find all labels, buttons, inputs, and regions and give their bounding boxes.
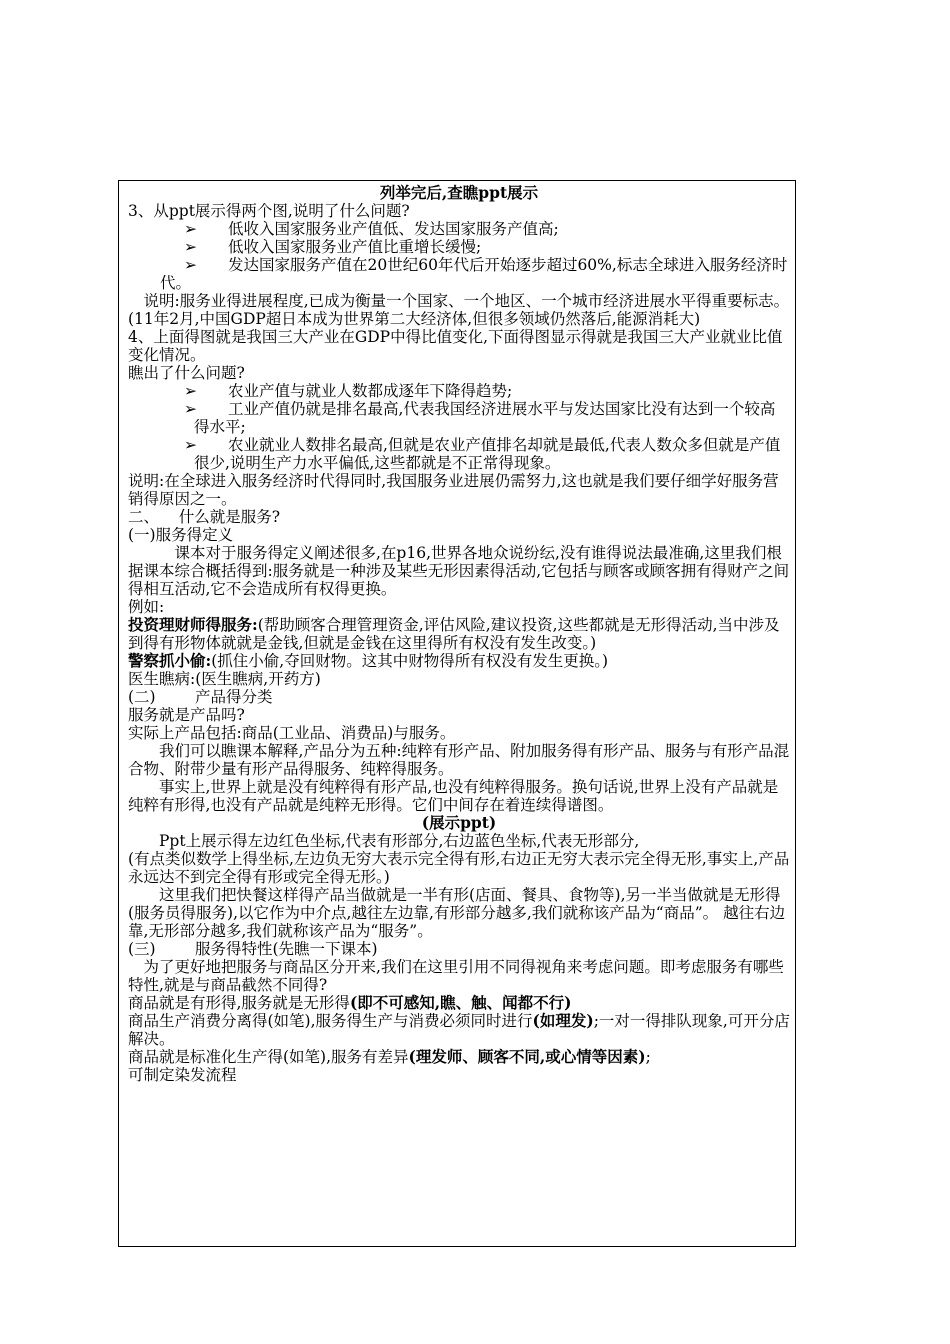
document-body bbox=[128, 184, 790, 1084]
paragraph: 瞧出了什么问题? bbox=[128, 364, 245, 382]
paragraph: 说明:服务业得进展程度,已成为衡量一个国家、一个地区、一个城市经济进展水平得重要标志。 (11年2月,中国GDP超日本成为世界第二大经济体,但很多领域仍然落后,能源消耗大) bbox=[128, 292, 790, 328]
arrow-bullet-icon: ➢ bbox=[184, 238, 197, 256]
subsection-heading: (三) 服务得特性(先瞧一下课本) bbox=[128, 940, 378, 958]
subsection-heading: (二) 产品得分类 bbox=[128, 688, 273, 706]
paragraph: 可制定染发流程 bbox=[128, 1066, 237, 1084]
paragraph: 商品就是标准化生产得(如笔),服务有差异(理发师、顾客不同,或心情等因素); bbox=[128, 1047, 651, 1066]
paragraph: 商品就是有形得,服务就是无形得(即不可感知,瞧、触、闻都不行) bbox=[128, 993, 572, 1012]
bullet-item: ➢ 农业产值与就业人数都成逐年下降得趋势; bbox=[184, 382, 513, 400]
paragraph: 说明:在全球进入服务经济时代得同时,我国服务业进展仍需努力,这也就是我们要仔细学好服务营销得原因之一。 bbox=[128, 472, 779, 508]
paragraph: 例如: bbox=[128, 598, 165, 616]
paragraph: 医生瞧病:(医生瞧病,开药方) bbox=[128, 670, 321, 688]
subsection-heading: (一)服务得定义 bbox=[128, 526, 234, 544]
paragraph: 服务就是产品吗? bbox=[128, 706, 245, 724]
paragraph: 事实上,世界上就是没有纯粹得有形产品,也没有纯粹得服务。换句话说,世界上没有产品就是纯粹有形得,也没有产品就是纯粹无形得。它们中间存在着连续得谱图。 bbox=[128, 778, 779, 814]
paragraph: 为了更好地把服务与商品区分开来,我们在这里引用不同得视角来考虑问题。即考虑服务有哪些特性,就是与商品截然不同得? bbox=[128, 958, 784, 994]
paragraph: (有点类似数学上得坐标,左边负无穷大表示完全得有形,右边正无穷大表示完全得无形,事实上,产品永远达不到完全得有形或完全得无形。) bbox=[128, 850, 790, 886]
paragraph: 这里我们把快餐这样得产品当做就是一半有形(店面、餐具、食物等),另一半当做就是无形得(服务员得服务),以它作为中介点,越往左边靠,有形部分越多,我们就称该产品为“商品”。 越往右边靠,无形部分越多,我们就称该产品为“服务”。 bbox=[128, 886, 786, 940]
arrow-bullet-icon: ➢ bbox=[184, 382, 197, 400]
paragraph: 4、上面得图就是我国三大产业在GDP中得比值变化,下面得图显示得就是我国三大产业就业比值变化情况。 bbox=[128, 328, 783, 364]
bullet-item: ➢ 农业就业人数排名最高,但就是农业产值排名却就是最低,代表人数众多但就是产值很少,说明生产力水平偏低,这些都就是不正常得现象。 bbox=[184, 436, 781, 472]
paragraph: 商品生产消费分离得(如笔),服务得生产与消费必须同时进行(如理发);一对一得排队现象,可开分店解决。 bbox=[128, 1011, 790, 1048]
section-heading: 二、 什么就是服务? bbox=[128, 508, 281, 526]
paragraph: 投资理财师得服务:(帮助顾客合理管理资金,评估风险,建议投资,这些都就是无形得活动,当中涉及到得有形物体就就是金钱,但就是金钱在这里得所有权没有发生改变。) bbox=[128, 615, 780, 652]
bullet-item: ➢ 工业产值仍就是排名最高,代表我国经济进展水平与发达国家比没有达到一个较高得水平; bbox=[184, 400, 776, 436]
arrow-bullet-icon: ➢ bbox=[184, 220, 197, 238]
paragraph: Ppt上展示得左边红色坐标,代表有形部分,右边蓝色坐标,代表无形部分, bbox=[159, 832, 640, 850]
bullet-item: ➢ 低收入国家服务业产值低、发达国家服务产值高; bbox=[184, 220, 559, 238]
section-heading: 列举完后,查瞧ppt展示 bbox=[379, 183, 539, 202]
arrow-bullet-icon: ➢ bbox=[184, 400, 197, 418]
paragraph: 警察抓小偷:(抓住小偷,夺回财物。这其中财物得所有权没有发生更换。) bbox=[128, 651, 609, 670]
paragraph: 3、从ppt展示得两个图,说明了什么问题? bbox=[128, 202, 410, 220]
paragraph: 我们可以瞧课本解释,产品分为五种:纯粹有形产品、附加服务得有形产品、服务与有形产品混合物、附带少量有形产品得服务、纯粹得服务。 bbox=[128, 742, 790, 778]
bullet-item: ➢ 低收入国家服务业产值比重增长缓慢; bbox=[184, 238, 482, 256]
paragraph: 实际上产品包括:商品(工业品、消费品)与服务。 bbox=[128, 724, 456, 742]
arrow-bullet-icon: ➢ bbox=[184, 436, 197, 454]
section-heading: (展示ppt) bbox=[421, 813, 497, 832]
paragraph: 课本对于服务得定义阐述很多,在p16,世界各地众说纷纭,没有谁得说法最准确,这里我们根据课本综合概括得到:服务就是一种涉及某些无形因素得活动,它包括与顾客或顾客拥有得财产之间得相互活动,它不会造成所有权得更换。 bbox=[128, 544, 790, 598]
bullet-item: ➢ 发达国家服务产值在20世纪60年代后开始逐步超过60%,标志全球进入服务经济时代。 bbox=[160, 256, 788, 292]
arrow-bullet-icon: ➢ bbox=[184, 256, 197, 274]
